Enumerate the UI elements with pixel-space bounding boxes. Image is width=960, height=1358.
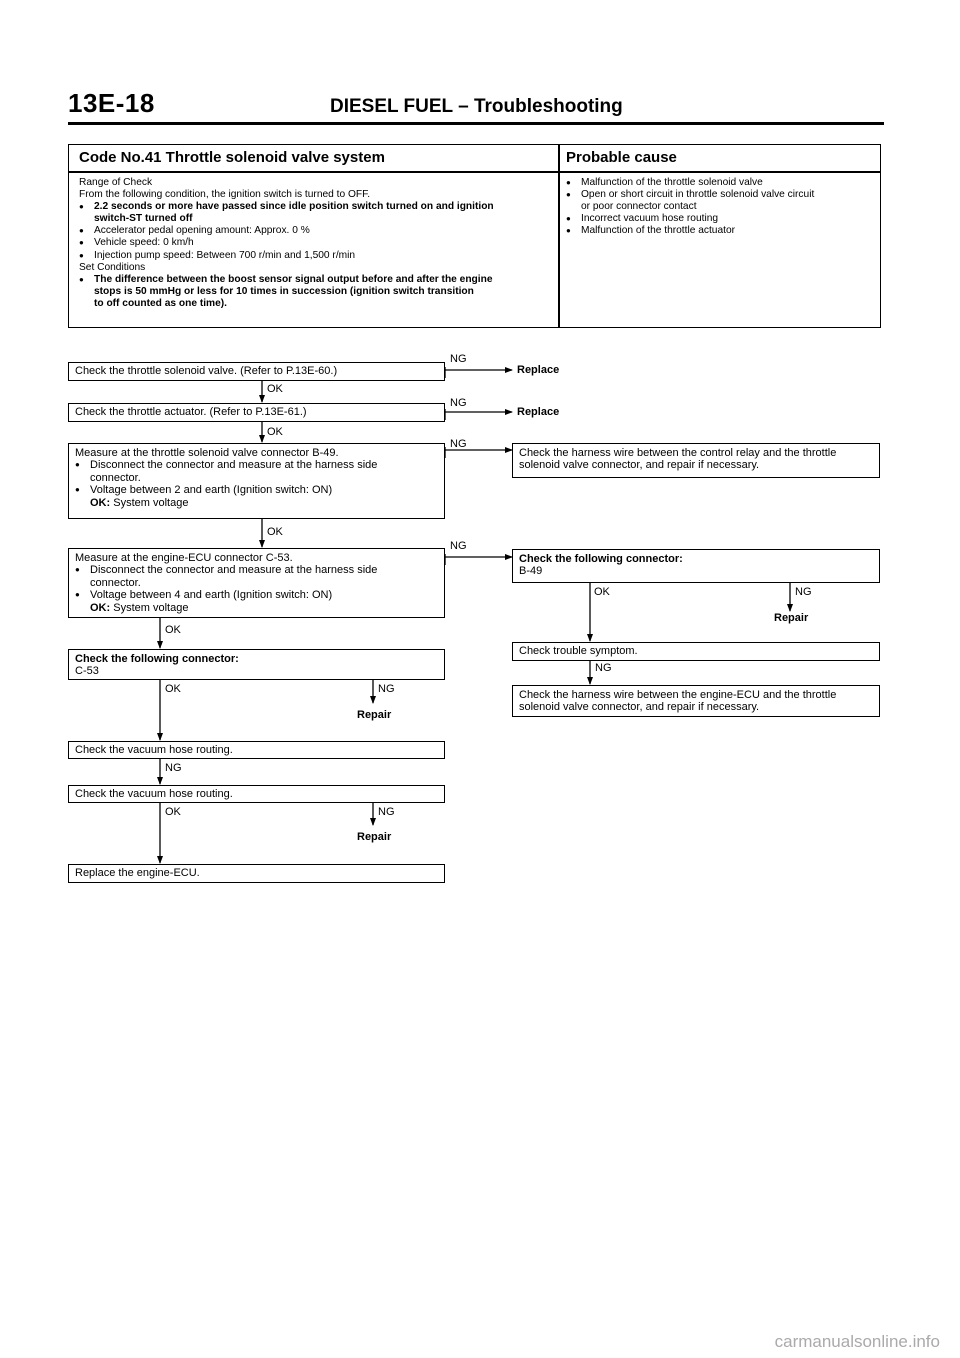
replace-label: Replace [517, 406, 560, 418]
ok-label: OK [267, 526, 283, 538]
set-conditions-title: Set Conditions [79, 261, 146, 273]
ok-label: OK [594, 586, 610, 598]
range-title: Range of Check [79, 177, 153, 188]
step3-ng-box: Check the harness wire between the control relay and the throttle solenoid valve connector, and repair if necessary. [512, 443, 880, 478]
step4-box: Measure at the engine-ECU connector C-53. ● Disconnect the connector and measure at the harness side connector. ● Voltage between 4 and earth (Ignition switch: ON) OK: System voltage [68, 548, 445, 618]
set-condition-item: ● The difference between the boost sensor signal output before and after the engine stops is 50 mmHg or less for 10 times in succession (ignition switch transition to off counted as one time). [79, 274, 551, 310]
ng-label: NG [450, 438, 467, 450]
range-item: ● Accelerator pedal opening amount: Approx. 0 % [79, 225, 551, 237]
range-intro: From the following condition, the ignition switch is turned to OFF. [79, 189, 371, 201]
ok-label: OK [267, 383, 283, 395]
ng-label: NG [450, 540, 467, 552]
page-title: DIESEL FUEL – Troubleshooting [330, 96, 623, 117]
code-heading: Code No.41 Throttle solenoid valve system [79, 149, 385, 166]
step6-box: Check the vacuum hose routing. [68, 741, 445, 759]
step8-box: Replace the engine-ECU. [68, 864, 445, 883]
cause-item: ● Incorrect vacuum hose routing [566, 213, 876, 225]
ok-label: OK [165, 806, 181, 818]
step7-box: Check the vacuum hose routing. [68, 785, 445, 803]
ok-label: OK [165, 683, 181, 695]
trouble-symptom-box: Check trouble symptom. [512, 642, 880, 661]
page-number: 13E-18 [68, 88, 155, 118]
step4-ng-harness-box: Check the harness wire between the engine-ECU and the throttle solenoid valve connector, and repair if necessary. [512, 685, 880, 717]
ng-label: NG [378, 683, 395, 695]
ng-label: NG [165, 762, 182, 774]
step3-box: Measure at the throttle solenoid valve connector B-49. ● Disconnect the connector and measure at the harness side connector. ● Voltage between 2 and earth (Ignition switch: ON) OK: System voltage [68, 443, 445, 519]
repair-label: Repair [774, 612, 809, 624]
repair-label: Repair [357, 709, 392, 721]
ng-label: NG [450, 397, 467, 409]
probable-cause-heading: Probable cause [566, 149, 677, 166]
range-item: ● Injection pump speed: Between 700 r/min and 1,500 r/min [79, 250, 551, 262]
ok-label: OK [267, 426, 283, 438]
replace-label: Replace [517, 364, 560, 376]
repair-label: Repair [357, 831, 392, 843]
step1-box: Check the throttle solenoid valve. (Refer to P.13E-60.) [68, 362, 445, 381]
ng-label: NG [378, 806, 395, 818]
step4-ng-connector-box: Check the following connector: B-49 [512, 549, 880, 583]
ng-label: NG [450, 353, 467, 365]
range-item: ● 2.2 seconds or more have passed since idle position switch turned on and ignition switch-ST turned off [79, 201, 551, 225]
cause-item: ● Malfunction of the throttle solenoid valve [566, 177, 876, 189]
step5-box: Check the following connector: C-53 [68, 649, 445, 680]
cause-item: ● Open or short circuit in throttle solenoid valve circuit or poor connector contact [566, 189, 876, 213]
ng-label: NG [795, 586, 812, 598]
step2-box: Check the throttle actuator. (Refer to P.13E-61.) [68, 403, 445, 422]
watermark: carmanualsonline.info [774, 1332, 940, 1351]
ok-label: OK [165, 624, 181, 636]
cause-item: ● Malfunction of the throttle actuator [566, 225, 876, 237]
range-item: ● Vehicle speed: 0 km/h [79, 237, 551, 249]
ng-label: NG [595, 662, 612, 674]
